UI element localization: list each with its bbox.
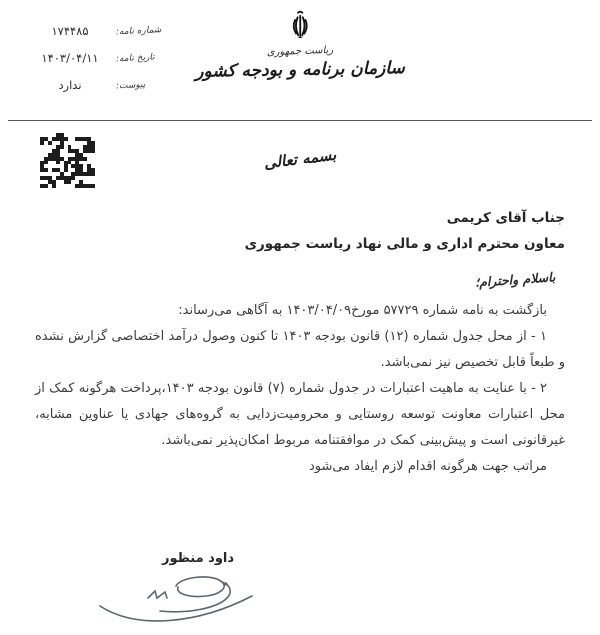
salutation: باسلام واحترام؛ xyxy=(474,269,556,290)
signer-name: داود منظور xyxy=(161,551,235,566)
recipient-name: جناب آقای کریمی xyxy=(446,210,565,226)
body-paragraph-1: ۱ - از محل جدول شماره (۱۲) قانون بودجه ۱۴۰۳ تا کنون وصول درآمد اختصاصی گزارش نشده و طبعاً قابل تخصیص نیز نمی‌باشد. xyxy=(35,329,565,370)
meta-row-attachment xyxy=(12,78,172,92)
body-intro: بازگشت به نامه شماره ۵۷۷۲۹ مورخ۱۴۰۳/۰۴/۰۹ به آگاهی می‌رساند: xyxy=(178,303,547,318)
letter-number-label: شماره نامه: xyxy=(115,25,162,38)
recipient-block xyxy=(35,205,565,257)
iran-national-emblem-icon xyxy=(287,10,313,44)
letter-number-value: ۱۷۴۴۸۵ xyxy=(51,24,89,38)
body-paragraph-2: ۲ - با عنایت به ماهیت اعتبارات در جدول شماره (۷) قانون بودجه ۱۴۰۳،پرداخت هرگونه کمک از محل اعتبارات معاونت توسعه روستایی و محرومیت‌زدایی به گروه‌های جهادی یا عناوین مشابه، غیرقانونی است و پیش‌بینی کمک در موافقتنامه مربوط امکان‌پذیر نمی‌باشد. xyxy=(35,381,565,448)
body-closing: مراتب جهت هرگونه اقدام لازم ایفاد می‌شود xyxy=(308,459,547,474)
handwritten-signature-icon xyxy=(96,566,266,630)
letter-meta xyxy=(12,24,172,105)
qr-code-icon xyxy=(40,133,95,188)
letter-date-label: تاریخ نامه: xyxy=(115,52,155,65)
org-title: سازمان برنامه و بودجه کشور xyxy=(195,58,405,82)
attachment-value: ندارد xyxy=(58,78,82,92)
bismillah: بسمه تعالی xyxy=(262,145,338,173)
recipient-title: معاون محترم اداری و مالی نهاد ریاست جمهوری xyxy=(244,236,565,252)
meta-row-date xyxy=(12,51,172,65)
meta-row-number xyxy=(12,24,172,38)
attachment-label: پیوست: xyxy=(115,79,146,92)
org-subtitle: ریاست جمهوری xyxy=(266,44,334,59)
letter-date-value: ۱۴۰۳/۰۴/۱۱ xyxy=(41,51,99,65)
letter-body xyxy=(35,298,565,480)
letterhead xyxy=(195,10,405,80)
header-divider xyxy=(8,120,592,121)
